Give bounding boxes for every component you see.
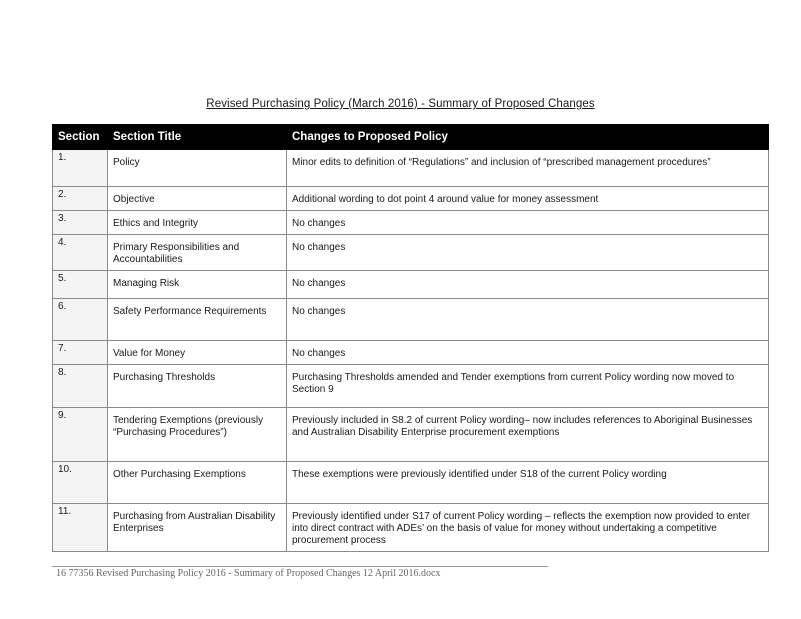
section-changes: Purchasing Thresholds amended and Tender exemptions from current Policy wording now moved to Section 9 — [287, 365, 769, 408]
table-row — [53, 211, 769, 235]
section-number: 11. — [53, 504, 108, 552]
header-changes: Changes to Proposed Policy — [287, 125, 769, 150]
section-number: 6. — [53, 299, 108, 341]
section-title: Policy — [108, 150, 287, 187]
section-title: Value for Money — [108, 341, 287, 365]
table-row — [53, 187, 769, 211]
table-row — [53, 504, 769, 552]
section-changes: No changes — [287, 341, 769, 365]
section-number: 2. — [53, 187, 108, 211]
section-number: 7. — [53, 341, 108, 365]
table-row — [53, 365, 769, 408]
section-title: Other Purchasing Exemptions — [108, 462, 287, 504]
section-changes: No changes — [287, 211, 769, 235]
footer-divider — [52, 566, 548, 567]
section-number: 10. — [53, 462, 108, 504]
section-title: Ethics and Integrity — [108, 211, 287, 235]
section-number: 9. — [53, 408, 108, 462]
table-row — [53, 299, 769, 341]
table-row — [53, 271, 769, 299]
table-row — [53, 235, 769, 271]
section-changes: No changes — [287, 299, 769, 341]
section-title: Managing Risk — [108, 271, 287, 299]
section-changes: Previously included in S8.2 of current Policy wording– now includes references to Aboriginal Businesses and Australian Disability Enterprise procurement exemptions — [287, 408, 769, 462]
section-title: Purchasing Thresholds — [108, 365, 287, 408]
section-title: Primary Responsibilities and Accountabilities — [108, 235, 287, 271]
header-section-title: Section Title — [108, 125, 287, 150]
section-title: Safety Performance Requirements — [108, 299, 287, 341]
section-changes: Additional wording to dot point 4 around value for money assessment — [287, 187, 769, 211]
section-number: 1. — [53, 150, 108, 187]
section-number: 3. — [53, 211, 108, 235]
table-row — [53, 150, 769, 187]
section-title: Purchasing from Australian Disability Enterprises — [108, 504, 287, 552]
header-section: Section — [53, 125, 108, 150]
policy-changes-table — [52, 124, 769, 552]
document-footer: 16 77356 Revised Purchasing Policy 2016 - Summary of Proposed Changes 12 April 2016.docx — [56, 568, 441, 579]
section-title: Objective — [108, 187, 287, 211]
table-row — [53, 341, 769, 365]
section-changes: These exemptions were previously identified under S18 of the current Policy wording — [287, 462, 769, 504]
document-title: Revised Purchasing Policy (March 2016) - Summary of Proposed Changes — [206, 98, 595, 110]
section-number: 4. — [53, 235, 108, 271]
section-title: Tendering Exemptions (previously “Purchasing Procedures”) — [108, 408, 287, 462]
section-number: 8. — [53, 365, 108, 408]
table-header-row — [53, 125, 769, 150]
section-changes: Minor edits to definition of “Regulations” and inclusion of “prescribed management procedures” — [287, 150, 769, 187]
section-number: 5. — [53, 271, 108, 299]
section-changes: Previously identified under S17 of current Policy wording – reflects the exemption now provided to enter into direct contract with ADEs’ on the basis of value for money without undertaking a competitive procurement process — [287, 504, 769, 552]
section-changes: No changes — [287, 271, 769, 299]
table-row — [53, 408, 769, 462]
section-changes: No changes — [287, 235, 769, 271]
table-row — [53, 462, 769, 504]
